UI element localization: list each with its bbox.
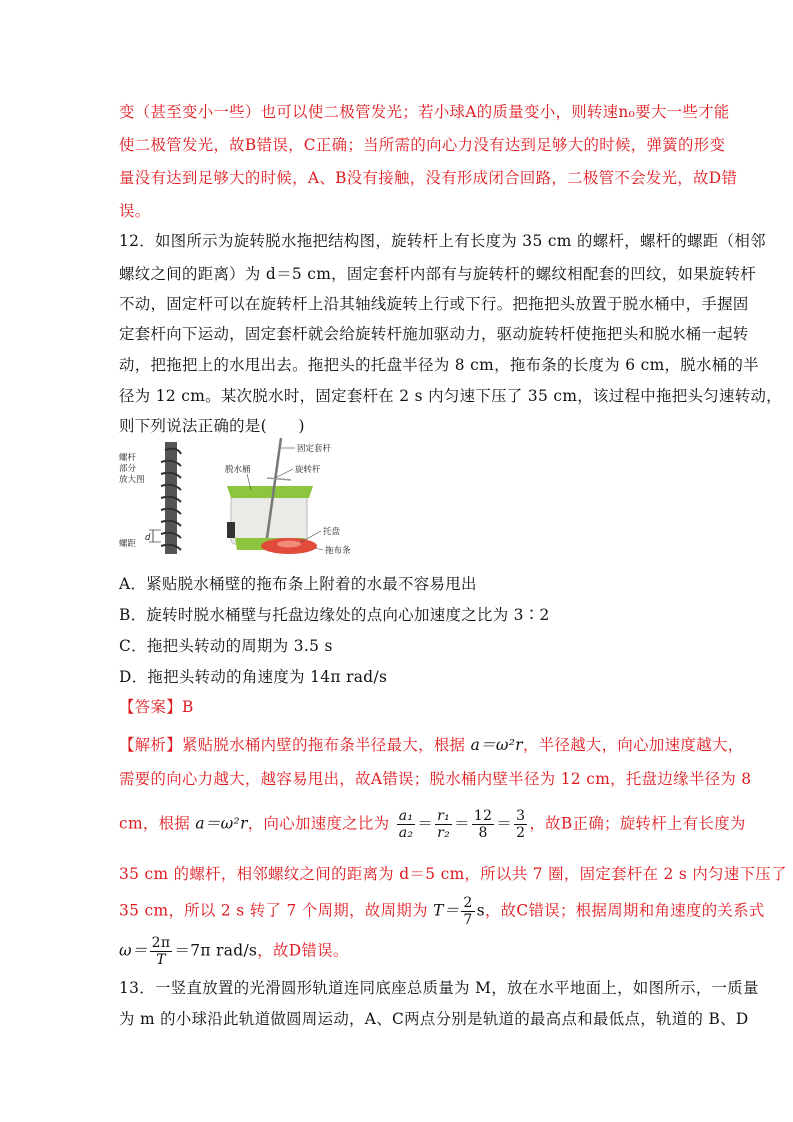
prev-answer-line-4: 误。 (119, 202, 151, 220)
formula-a: a＝ω²r (470, 736, 523, 754)
analysis-line-6 (119, 935, 349, 968)
T-unit: s (476, 901, 485, 920)
analysis-text: ，半径越大，向心加速度越大， (522, 736, 744, 754)
frac-a-ratio (397, 808, 416, 841)
analysis-text: ，故B正确；旋转杆上有长度为 (529, 814, 746, 833)
frac-num: 12 (473, 808, 493, 824)
formula-a-2: a＝ω²r (195, 814, 248, 833)
q12-line-3: 不动，固定杆可以在旋转杆上沿其轴线旋转上行或下行。把拖把头放置于脱水桶中，手握固 (119, 295, 749, 313)
analysis-line-1 (119, 733, 743, 755)
frac-T (461, 895, 474, 928)
frac-numeric (472, 808, 495, 841)
screw-label-1: 螺杆 (119, 453, 137, 463)
screw-zoom-diagram (119, 442, 181, 554)
cloth-label: 拖布条 (325, 546, 351, 556)
formula-omega: ω＝ (119, 941, 148, 960)
fixed-rod-label: 固定套杆 (297, 444, 332, 454)
analysis-text: cm，根据 (119, 814, 191, 833)
analysis-text: 紧贴脱水桶内壁的拖布条半径最大，根据 (181, 736, 466, 754)
analysis-line-3: cm，根据 a＝ω²r，向心加速度之比为 $\frac{\text{a₁}}{\text{a₂}}$ ＝ $\frac{\text{r₁}}{\text{r₂}}$ ＝ $\frac{12}{8}$ ＝ $\frac{3}{2}$ ，故B正确；旋转杆上有长度为 (119, 808, 746, 841)
frac-num: 2 (463, 895, 473, 911)
option-d: D．拖把头转动的角速度为 14π rad/s (119, 668, 388, 686)
analysis-line-4: 35 cm 的螺杆，相邻螺纹之间的距离为 d＝5 cm，所以共 7 圈，固定套杆在 2 s 内匀速下压了 (119, 865, 787, 883)
omega-value: ＝7π rad/s (174, 941, 258, 960)
analysis-line-5 (119, 895, 765, 928)
analysis-label: 【解析】 (119, 736, 182, 754)
q12-line-4: 定套杆向下运动，固定套杆就会给旋转杆施加驱动力，驱动旋转杆使拖把头和脱水桶一起转 (119, 325, 749, 343)
q13-line-1: 13．一竖直放置的光滑圆形轨道连同底座总质量为 M，放在水平地面上，如图所示，一质量 (119, 979, 759, 997)
frac-den: 7 (463, 912, 473, 928)
analysis-text: ，向心加速度之比为 (247, 814, 390, 833)
analysis-text: 35 cm，所以 2 s 转了 7 个周期，故周期为 (119, 901, 428, 920)
frac-result (514, 808, 527, 841)
bucket-label: 脱水桶 (225, 465, 251, 475)
rotating-rod-label: 旋转杆 (295, 465, 321, 475)
frac-den: a₂ (398, 825, 414, 841)
analysis-text: ，故D错误。 (257, 941, 349, 960)
screw-label-3: 放大图 (119, 475, 145, 485)
q12-line-5: 动，把拖把上的水甩出去。拖把头的托盘半径为 8 cm，拖布条的长度为 6 cm，脱水桶的半 (119, 356, 760, 374)
frac-omega (150, 935, 173, 968)
mop-bucket-photo (227, 438, 317, 554)
frac-den: T (156, 952, 166, 968)
option-a: A．紧贴脱水桶壁的拖布条上附着的水最不容易甩出 (119, 575, 477, 593)
frac-num: a₁ (398, 808, 414, 824)
option-c: C．拖把头转动的周期为 3.5 s (119, 637, 333, 655)
q13-line-2: 为 m 的小球沿此轨道做圆周运动，A、C两点分别是轨道的最高点和最低点，轨道的 B、D (119, 1010, 749, 1028)
screw-label-2: 部分 (119, 464, 137, 474)
frac-r-ratio (435, 808, 452, 841)
q12-line-7: 则下列说法正确的是( ) (119, 417, 305, 435)
q12-line-6: 径为 12 cm。某次脱水时，固定套杆在 2 s 内匀速下压了 35 cm，该过程中拖把头匀速转动， (119, 387, 782, 405)
q12-line-2: 螺纹之间的距离）为 d＝5 cm，固定套杆内部有与旋转杆的螺纹相配套的凹纹，如果旋转杆 (119, 265, 757, 283)
prev-answer-line-1: 变（甚至变小一些）也可以使二极管发光；若小球A的质量变小，则转速n₀要大一些才能 (119, 103, 730, 121)
analysis-text: ，故C错误；根据周期和角速度的关系式 (484, 901, 765, 920)
frac-num: 2π (151, 935, 171, 951)
option-b: B．旋转时脱水桶壁与托盘边缘处的点向心加速度之比为 3∶2 (119, 606, 550, 624)
pitch-label: 螺距 (119, 539, 137, 549)
prev-answer-line-2: 使二极管发光，故B错误，C正确；当所需的向心力没有达到足够大的时候，弹簧的形变 (119, 136, 726, 154)
frac-den: r₂ (437, 825, 451, 841)
answer-row (119, 695, 194, 717)
frac-den: 8 (478, 825, 488, 841)
frac-den: 2 (516, 825, 526, 841)
analysis-line-2: 需要的向心力越大，越容易甩出，故A错误；脱水桶内壁半径为 12 cm，托盘边缘半径为 8 (119, 770, 752, 788)
tray-label: 托盘 (323, 527, 341, 537)
frac-num: r₁ (437, 808, 451, 824)
answer-label: 【答案】 (119, 698, 182, 716)
prev-answer-line-3: 量没有达到足够大的时候，A、B没有接触，没有形成闭合回路，二极管不会发光，故D错 (119, 169, 738, 187)
formula-T: T＝ (433, 901, 460, 920)
q12-line-1: 12．如图所示为旋转脱水拖把结构图，旋转杆上有长度为 35 cm 的螺杆，螺杆的螺距（相邻 (119, 232, 766, 250)
answer-value: B (181, 698, 194, 716)
frac-num: 3 (516, 808, 526, 824)
d-label: d (145, 533, 151, 543)
mop-structure-figure (117, 438, 379, 558)
